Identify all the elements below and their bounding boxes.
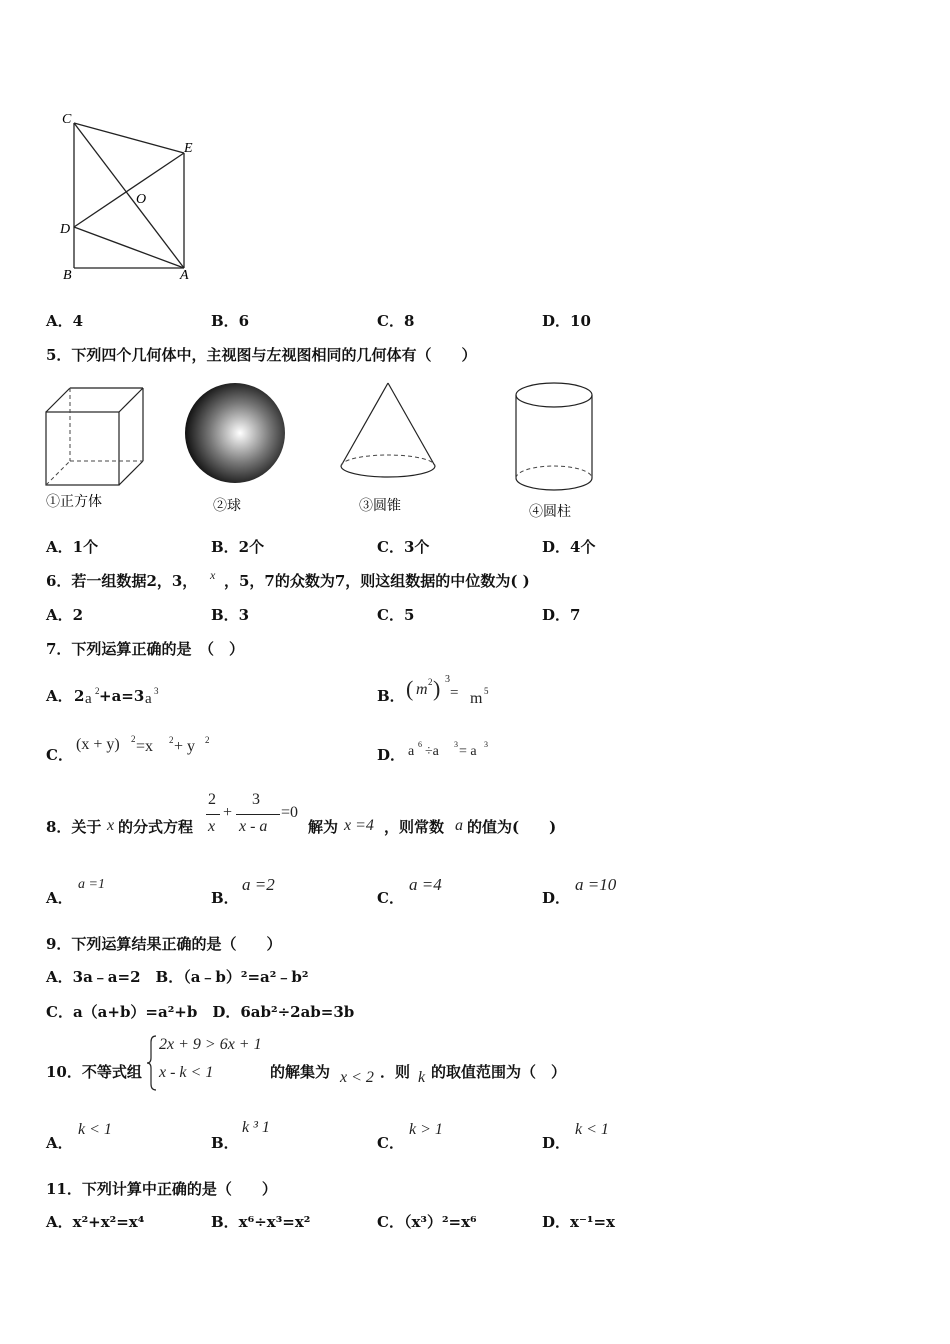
q10-value-c: k > 1 xyxy=(409,1121,443,1138)
q10-value-b: k ³ 1 xyxy=(242,1119,270,1136)
q6-stem-b: ，5，7的众数为7，则这组数据的中位数为( ) xyxy=(224,572,530,590)
label-b: B xyxy=(63,268,72,283)
q10-label-c[interactable]: C． xyxy=(377,1134,404,1152)
label-d: D xyxy=(60,222,71,237)
q8-solution: x =4 xyxy=(344,817,374,834)
q8-label-a[interactable]: A． xyxy=(46,889,73,907)
cylinder-figure xyxy=(505,378,605,524)
q5-stem: 5．下列四个几何体中，主视图与左视图相同的几何体有（ ） xyxy=(46,346,477,364)
label-e: E xyxy=(184,141,193,156)
solid-label-cylinder: ④圆柱 xyxy=(529,505,571,520)
q8-stem-c: 解为 xyxy=(308,818,339,836)
q10-brace xyxy=(146,1034,158,1092)
q11-option-b[interactable]: B．x⁶÷x³=x² xyxy=(211,1213,311,1231)
q8-var-x: x xyxy=(107,817,115,834)
q4-option-a[interactable]: A．4 xyxy=(46,312,84,330)
q5-option-a[interactable]: A．1个 xyxy=(46,538,99,556)
q6-var-x: x xyxy=(210,568,216,582)
q8-value-d: a =10 xyxy=(575,875,617,894)
q8-stem-a: 8．关于 xyxy=(46,818,102,836)
q10-value-a: k < 1 xyxy=(78,1121,112,1138)
q4-option-c[interactable]: C．8 xyxy=(377,312,415,330)
q10-inequality-2: x - k < 1 xyxy=(159,1064,214,1081)
q7-label-d[interactable]: D． xyxy=(377,746,406,764)
q8-label-d[interactable]: D． xyxy=(542,889,571,907)
q8-var-a: a xyxy=(455,817,463,834)
q10-label-b[interactable]: B． xyxy=(211,1134,239,1152)
q10-stem-b: 的解集为 xyxy=(270,1063,331,1081)
solid-label-cube: ①正方体 xyxy=(46,495,102,510)
q4-option-d[interactable]: D．10 xyxy=(542,312,591,330)
q10-var-k: k xyxy=(418,1069,426,1086)
q7-option-a-expr: 2 a 2 +a=3 a 3 xyxy=(74,686,159,707)
solid-label-sphere: ②球 xyxy=(213,499,241,514)
q9-stem: 9．下列运算结果正确的是（ ） xyxy=(46,935,282,953)
q11-option-c[interactable]: C．（x³）²=x⁶ xyxy=(377,1213,477,1231)
q8-value-a: a =1 xyxy=(78,877,105,892)
sphere-figure xyxy=(180,380,290,520)
label-c: C xyxy=(62,112,72,127)
q8-value-b: a =2 xyxy=(242,875,275,894)
q8-label-b[interactable]: B． xyxy=(211,889,239,907)
q10-inequality-1: 2x + 9 > 6x + 1 xyxy=(159,1036,262,1053)
geometry-figure-q4 xyxy=(55,105,215,285)
q8-label-c[interactable]: C． xyxy=(377,889,404,907)
q6-option-c[interactable]: C．5 xyxy=(377,606,415,624)
q7-label-b[interactable]: B． xyxy=(377,687,405,705)
q7-label-c[interactable]: C． xyxy=(46,746,73,764)
q6-option-d[interactable]: D．7 xyxy=(542,606,581,624)
q7-option-d-expr: a 6 ÷a 3 = a 3 xyxy=(408,740,488,759)
q9-options-line2[interactable]: C．a（a+b）=a²+b D．6ab²÷2ab=3b xyxy=(46,1003,355,1021)
q7-stem: 7．下列运算正确的是 （ ） xyxy=(46,640,244,658)
q10-stem-a: 10．不等式组 xyxy=(46,1063,142,1081)
q11-option-d[interactable]: D．x⁻¹=x xyxy=(542,1213,615,1231)
q8-value-c: a =4 xyxy=(409,875,442,894)
q11-option-a[interactable]: A．x²+x²=x⁴ xyxy=(46,1213,145,1231)
label-o: O xyxy=(136,192,147,207)
q7-option-c-expr: (x + y) 2 =x 2 + y 2 xyxy=(76,734,210,755)
q10-label-d[interactable]: D． xyxy=(542,1134,571,1152)
q10-stem-c: ．则 xyxy=(380,1063,411,1081)
q10-stem-d: 的取值范围为（ ） xyxy=(431,1063,567,1081)
solid-label-cone: ③圆锥 xyxy=(359,499,401,514)
q8-stem-d: ，则常数 xyxy=(384,818,445,836)
q9-options-line1[interactable]: A．3a﹣a=2 B．（a﹣b）²=a²﹣b² xyxy=(46,968,309,986)
q8-equation: 2 x + 3 x - a =0 xyxy=(208,791,299,835)
q10-label-a[interactable]: A． xyxy=(46,1134,73,1152)
q8-stem-e: 的值为( ) xyxy=(467,818,557,836)
q6-stem-a: 6．若一组数据2，3， xyxy=(46,572,198,590)
q5-option-d[interactable]: D．4个 xyxy=(542,538,596,556)
q10-value-d: k < 1 xyxy=(575,1121,609,1138)
q6-option-a[interactable]: A．2 xyxy=(46,606,84,624)
q7-label-a[interactable]: A． xyxy=(46,687,73,705)
q11-stem: 11．下列计算中正确的是（ ） xyxy=(46,1180,277,1198)
q6-option-b[interactable]: B．3 xyxy=(211,606,250,624)
q10-solution: x < 2 xyxy=(340,1069,374,1086)
q7-option-b-expr: ( m 2 ) 3 = m 5 xyxy=(406,674,489,707)
q5-option-b[interactable]: B．2个 xyxy=(211,538,265,556)
label-a: A xyxy=(180,268,189,283)
cone-figure xyxy=(335,380,445,520)
q5-option-c[interactable]: C．3个 xyxy=(377,538,430,556)
q4-option-b[interactable]: B．6 xyxy=(211,312,250,330)
q8-stem-b: 的分式方程 xyxy=(118,818,194,836)
cube-figure xyxy=(40,382,160,512)
